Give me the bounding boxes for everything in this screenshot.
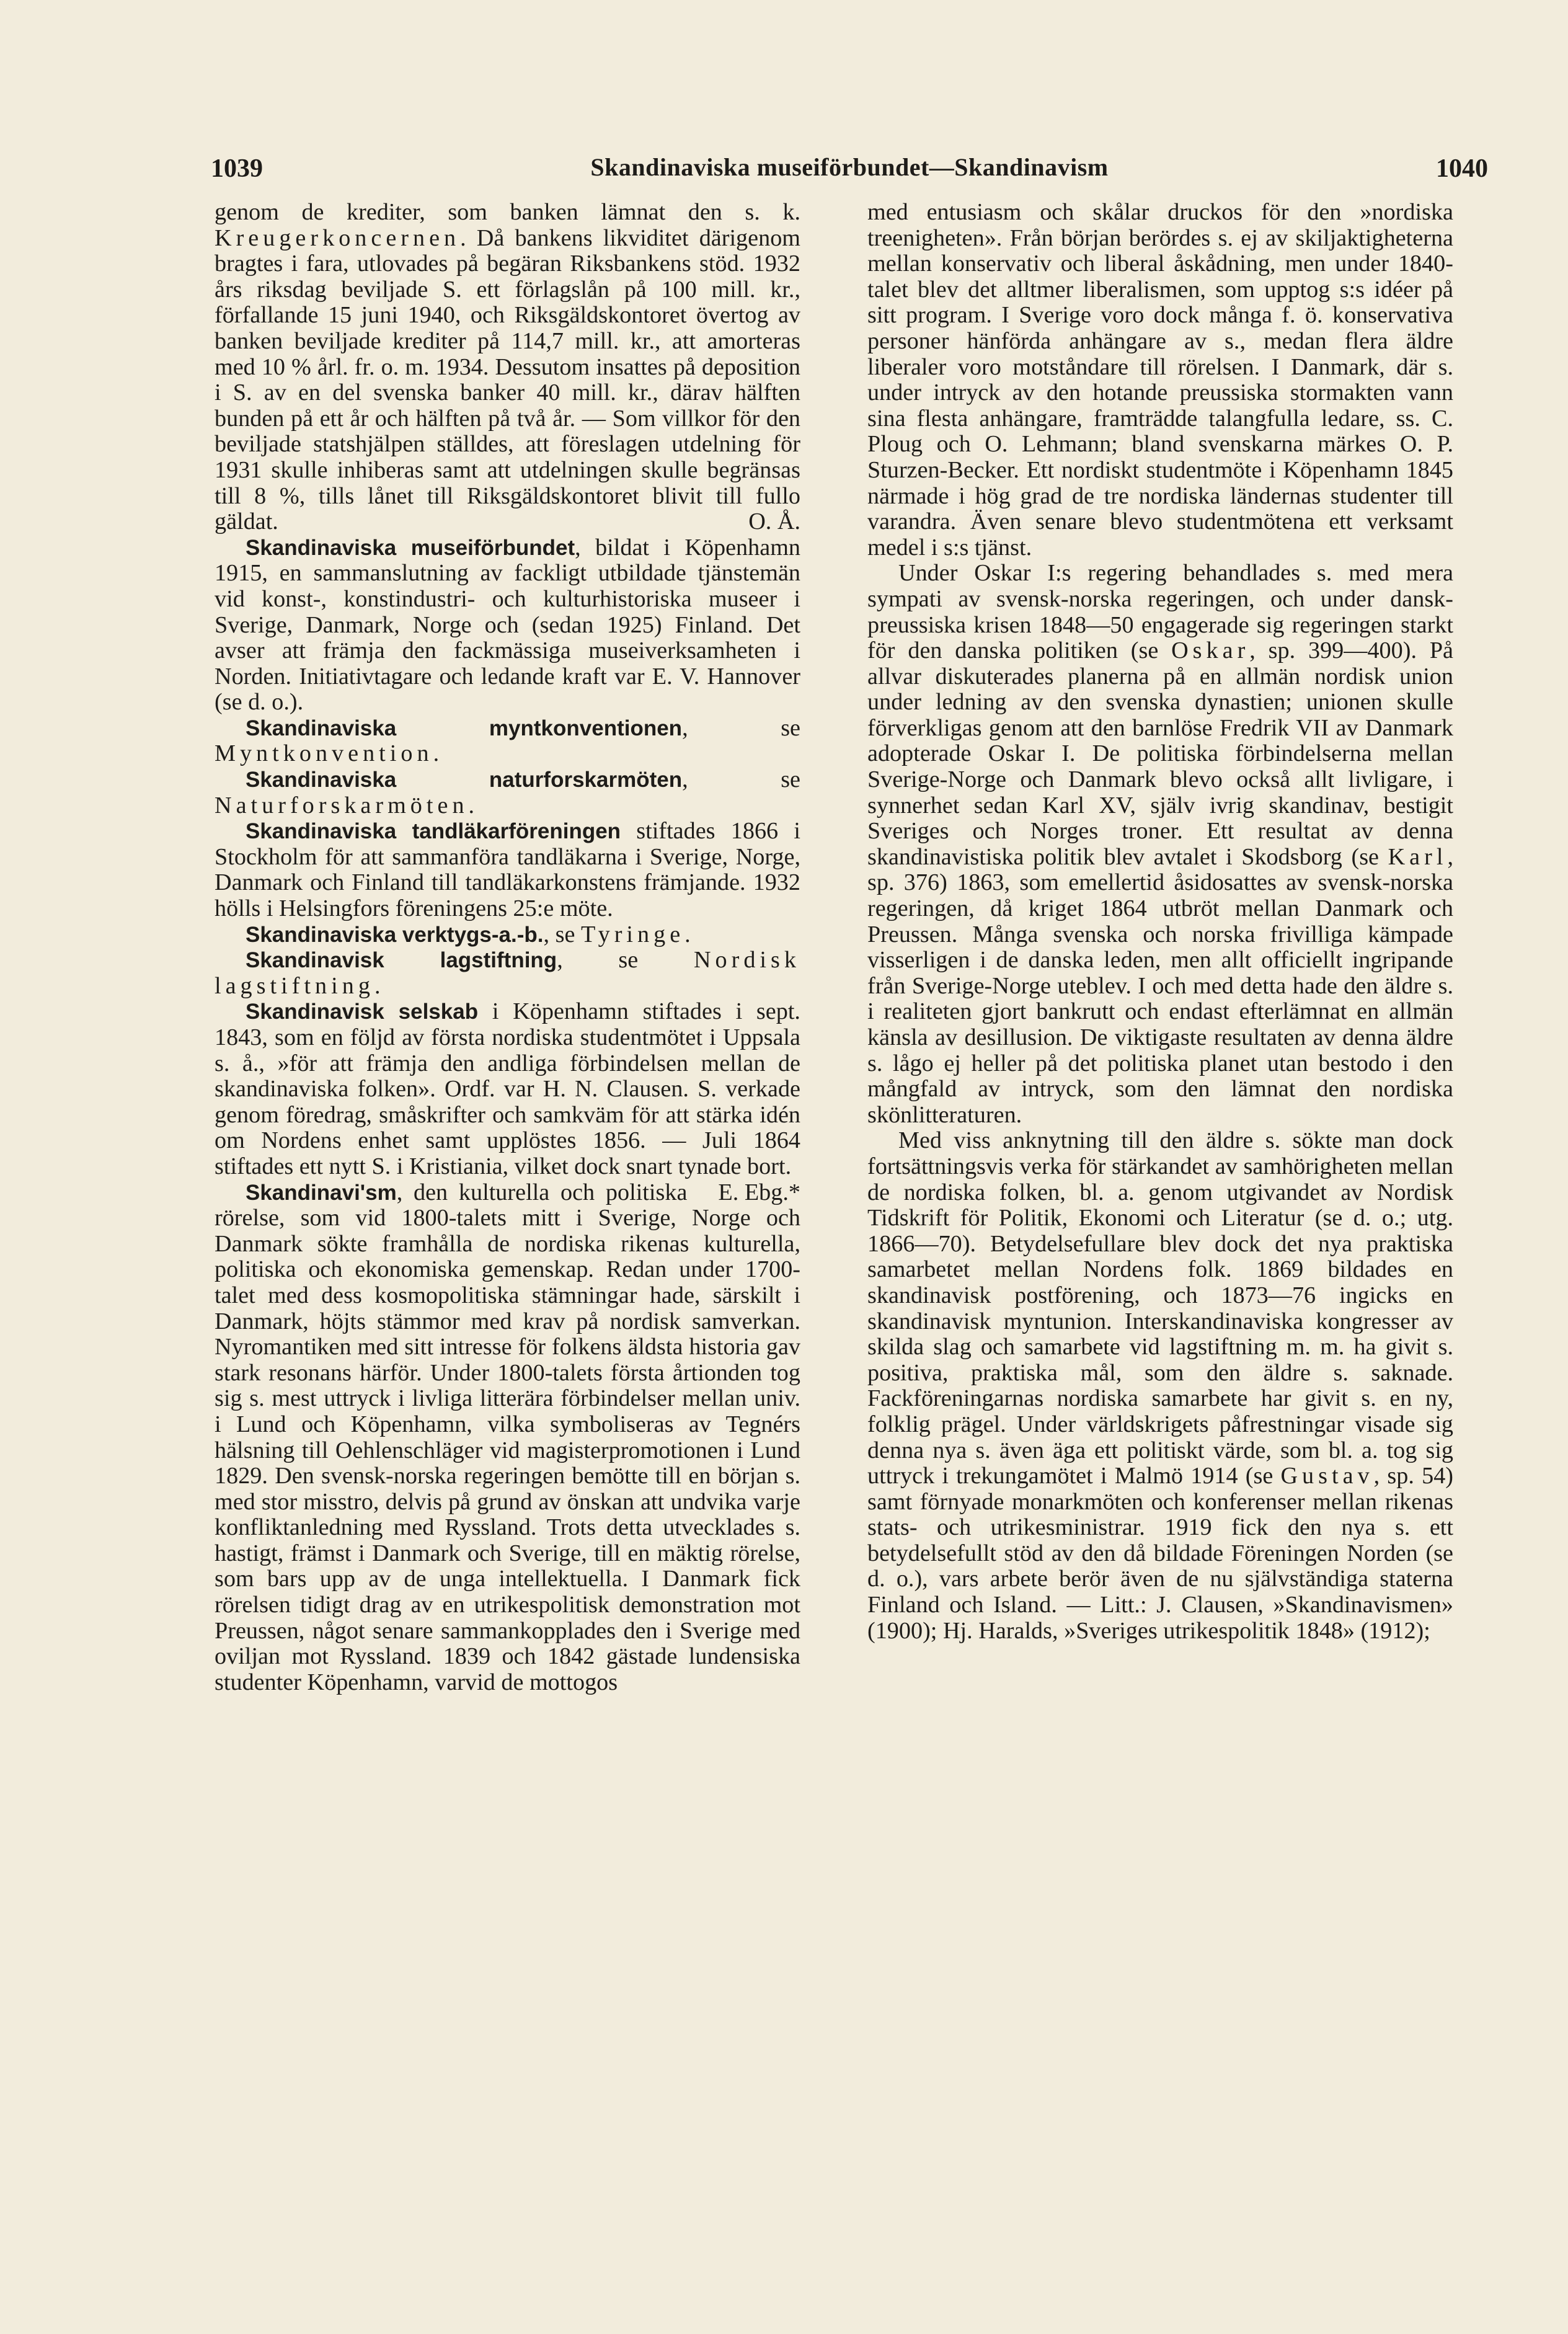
entry-tandlakarforeningen — [215, 819, 800, 921]
entry-text: . Då bankens likviditet därigenom bragtes i fara, utlovades på begäran Riksbankens stöd. 1932 års riksdag beviljade S. ett förlagslån på 100 mill. kr., förfallande 15 juni 1940, och Riksgäldskontoret övertog av banken beviljade krediter på 114,7 mill. kr., att amorteras med 10 % årl. fr. o. m. 1934. Dessutom insattes på deposition i S. av en del svenska banker 40 mill. kr., därav hälften bunden på ett år och hälften på två år. — Som villkor för den beviljade statshjälpen ställdes, att föreslagen utdelning för 1931 skulle inhiberas samt att utdelningen skulle begränsas till 8 %, tills lånet till Riksgäldskontoret blivit till fullo gäldat. — [215, 224, 800, 535]
author-signature: O. Å. — [748, 508, 800, 535]
cross-reference: Karl — [1388, 843, 1448, 870]
entry-text: , se — [543, 921, 581, 947]
entry-naturforskarmoten — [215, 767, 800, 819]
entry-continuation-kreuger — [215, 200, 800, 535]
right-column — [867, 200, 1453, 2240]
cross-reference: Kreugerkoncernen — [215, 224, 461, 251]
author-signature: E. Ebg.* — [718, 1179, 800, 1205]
entry-text: . — [433, 740, 440, 767]
entry-text: . — [684, 921, 691, 947]
entry-myntkonventionen — [215, 716, 800, 767]
paragraph — [867, 1128, 1453, 1644]
page-header — [211, 150, 1488, 193]
entry-text: , sp. 399—400). På allvar diskuterades planerna på en allmän nordisk union under ledning av den svenska dynastien; unionen skulle förverkligas genom att den barnlöse Fredrik VII av Danmark adopterade Oskar I. De politiska förbindelserna mellan Sverige-Norge och Danmark blevo också allt livligare, i synnerhet sedan Karl XV, själv ivrig skandinav, bestigit Sveriges och Norges troner. Ett resultat av denna skandinavistiska politik blev avtalet i Skodsborg (se — [867, 637, 1453, 870]
entry-text: , sp. 376) 1863, som emellertid åsidosattes av svensk-norska regeringen, då kriget 1864 utbröt mellan Danmark och Preussen. Många svenska och norska frivilliga kämpade visserligen i de danska leden, men allt officiellt ingripande från Sverige-Norge uteblev. I och med detta hade den äldre s. i realiteten gjort bankrutt och endast efterlämnat en allmän känsla av desillusion. De viktigaste resultaten av denna äldre s. lågo ej heller på det politiska planet utan bestodo i den mångfald av intryck, som den lämnat den nordiska skönlitteraturen. — [867, 843, 1453, 1128]
entry-headword: Skandinaviska tandläkarföreningen — [246, 819, 621, 844]
entry-skandinavism — [215, 1180, 800, 1696]
entry-headword: Skandinavi'sm — [246, 1180, 397, 1205]
entry-text: genom de krediter, som banken lämnat den s. k. — [215, 200, 800, 225]
entry-headword: Skandinavisk selskab — [246, 1000, 479, 1024]
entry-lagstiftning — [215, 947, 800, 999]
entry-text: Med viss anknytning till den äldre s. sökte man dock fortsättningsvis verka för stärkandet av samhörigheten mellan de nordiska folken, bl. a. genom utgivandet av Nordisk Tidskrift för Politik, Ekonomi och Literatur (se d. o.; utg. 1866—70). Betydelsefullare blev dock det nya praktiska samarbetet mellan Nordens folk. 1869 bildades en skandinavisk postförening, och 1873—76 ingicks en skandinavisk myntunion. Interskandinaviska kongresser av skilda slag och samarbete vid lagstiftning m. m. ha givit s. positiva, praktiska mål, som den äldre s. saknade. Fackföreningarnas nordiska samarbete har givit s. en ny, folklig prägel. Under världskrigets påfrestningar visade sig denna nya s. även äga ett politiskt värde, som bl. a. tog sig uttryck i trekungamötet i Malmö 1914 (se — [867, 1127, 1453, 1489]
page-number-left: 1039 — [211, 154, 263, 183]
entry-text: stiftades 1866 i Stockholm för att sammanföra tandläkarna i Sverige, Norge, Danmark och Finland till tandläkarkonstens främjande. 1932 hölls i Helsingfors föreningens 25:e möte. — [215, 818, 800, 922]
entry-text: , se — [682, 766, 800, 793]
entry-verktygs-ab — [215, 922, 800, 948]
cross-reference: Naturforskarmöten — [215, 792, 469, 819]
left-column — [215, 200, 800, 2240]
entry-text: , se — [557, 947, 694, 974]
entry-headword: Skandinaviska verktygs-a.-b. — [246, 922, 544, 947]
entry-headword: Skandinavisk lagstiftning — [246, 948, 557, 973]
cross-reference: Nordisk lagstiftning — [215, 947, 800, 999]
entry-text: . — [468, 792, 475, 819]
entry-text: , den kulturella och politiska rörelse, som vid 1800-talets mitt i Sverige, Norge och Danmark sökte framhålla de nordiska rikenas kulturella, politiska och ekonomiska gemenskap. Redan under 1700-talet med dess kosmopolitiska stämningar hade, särskilt i Danmark, höjts stämmor med krav på nordisk samverkan. Nyromantiken med sitt intresse för folkens äldsta historia gav stark resonans härför. Under 1800-talets första årtionden tog sig s. mest uttryck i livliga litterära förbindelser mellan univ. i Lund och Köpenhamn, vilka symboliseras av Tegnérs hälsning till Oehlenschläger vid magisterpromotionen i Lund 1829. Den svensk-norska regeringen bemötte till en början s. med stor misstro, delvis på grund av önskan att undvika varje konfliktanledning med Ryssland. Trots detta utvecklades s. hastigt, främst i Danmark och Sverige, till en mäktig rörelse, som bars upp av de unga intellektuella. I Danmark fick rörelsen tidigt drag av en utrikespolitisk demonstration mot Preussen, något senare sammankopplades den i Sverige med oviljan mot Ryssland. 1839 och 1842 gästade lundensiska studenter Köpenhamn, varvid de mottogos — [215, 1179, 800, 1695]
entry-text: Under Oskar I:s regering behandlades s. med mera sympati av svensk-norska regeringen, och under dansk-preussiska krisen 1848—50 engagerade sig regeringen starkt för den danska politiken (se — [867, 560, 1453, 664]
running-title: Skandinaviska museiförbundet—Skandinavism — [590, 153, 1109, 181]
entry-text: , se — [682, 714, 800, 741]
page-number-right: 1040 — [1436, 154, 1488, 183]
entry-headword: Skandinaviska museiförbundet — [246, 535, 575, 560]
entry-text: , sp. 54) samt förnyade monarkmöten och konferenser mellan rikenas stats- och utrikesministrar. 1919 fick den nya s. ett betydelsefullt stöd av den då bildade Föreningen Norden (se d. o.), vars arbete berör även de nu självständiga staterna Finland och Island. — Litt.: J. Clausen, »Skandinavismen» (1900); Hj. Haralds, »Sveriges utrikespolitik 1848» (1912); — [867, 1463, 1453, 1644]
paragraph: med entusiasm och skålar druckos för den »nordiska treenigheten». Från början berördes s. ej av skiljaktigheterna mellan konservativ och liberal åskådning, men under 1840-talet blev det alltmer liberalismen, som upptog s:s idéer på sitt program. I Sverige voro dock många f. ö. konservativa personer hänförda anhängare av s., medan flera äldre liberaler voro motståndare till rörelsen. I Danmark, där s. under intryck av den hotande preussiska stormakten vann sina flesta anhängare, framträdde talangfulla ledare, ss. C. Ploug och O. Lehmann; bland svenskarna märkes O. P. Sturzen-Becker. Ett nordiskt studentmöte i Köpenhamn 1845 närmade i hög grad de tre nordiska ländernas studenter till varandra. Även senare blevo studentmötena ett verksamt medel i s:s tjänst. — [867, 200, 1453, 561]
cross-reference: Oskar — [1171, 637, 1250, 664]
paragraph — [867, 561, 1453, 1128]
entry-museiforbundet — [215, 535, 800, 716]
entry-text: i Köpenhamn stiftades i sept. 1843, som en följd av första nordiska studentmötet i Uppsala s. å., »för att främja den andliga förbindelsen mellan de skandinaviska folken». Ordf. var H. N. Clausen. S. verkade genom föredrag, småskrifter och samkväm för att stärka idén om Nordens enhet samt upplöstes 1856. — Juli 1864 stiftades ett nytt S. i Kristiania, vilket dock snart tynade bort. — [215, 998, 800, 1179]
entry-text: , bildat i Köpenhamn 1915, en sammanslutning av fackligt utbildade tjänstemän vid konst-, konstindustri- och kulturhistoriska museer i Sverige, Danmark, Norge och (sedan 1925) Finland. Det avser att främja den fackmässiga museiverksamheten i Norden. Initiativtagare och ledande kraft var E. V. Hannover (se d. o.). — [215, 534, 800, 716]
cross-reference: Gustav — [1280, 1463, 1374, 1489]
cross-reference: Myntkonvention — [215, 740, 433, 767]
entry-headword: Skandinaviska naturforskarmöten — [246, 768, 683, 792]
cross-reference: Tyringe — [580, 921, 685, 947]
entry-headword: Skandinaviska myntkonventionen — [246, 716, 683, 740]
entry-text: . — [374, 972, 381, 999]
